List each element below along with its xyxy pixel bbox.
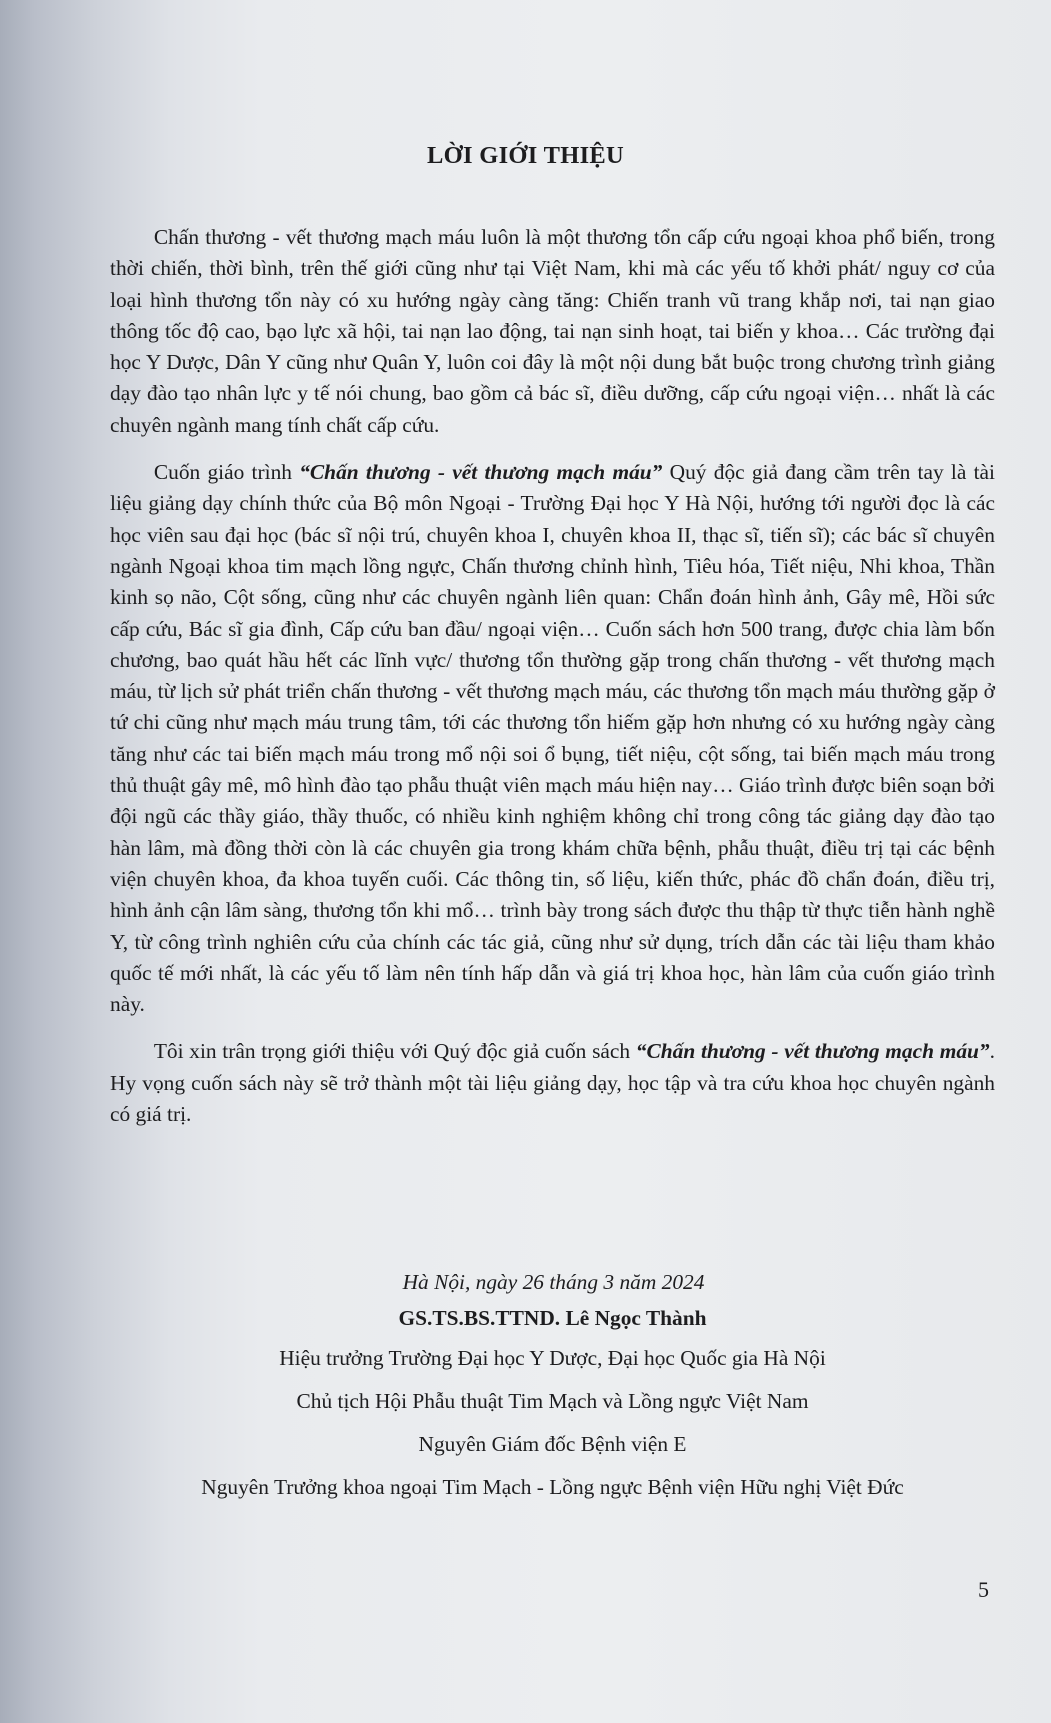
book-title-emphasis: “Chấn thương - vết thương mạch máu” bbox=[635, 1039, 990, 1064]
paragraph-2-lead: Cuốn giáo trình bbox=[153, 460, 300, 485]
author-role: Hiệu trưởng Trường Đại học Y Dược, Đại học Quốc gia Hà Nội bbox=[279, 1346, 826, 1370]
signature-block bbox=[110, 1266, 995, 1509]
paragraph-1-text: Chấn thương - vết thương mạch máu luôn là một thương tổn cấp cứu ngoại khoa phổ biến, trong thời chiến, thời bình, trên thế giới cũng như tại Việt Nam, khi mà các yếu tố khởi phát/ nguy cơ của loại hình thương tổn này có xu hướng ngày càng tăng: Chiến tranh vũ trang khắp nơi, tai nạn giao thông tốc độ cao, bạo lực xã hội, tai nạn lao động, tai nạn sinh hoạt, tai biến y khoa… Các trường đại học Y Dược, Dân Y cũng như Quân Y, luôn coi đây là một nội dung bắt buộc trong chương trình giảng dạy đào tạo nhân lực y tế nói chung, bao gồm cả bác sĩ, điều dưỡng, cấp cứu ngoại viện… nhất là các chuyên ngành mang tính chất cấp cứu. bbox=[110, 225, 995, 437]
author-role: Chủ tịch Hội Phẫu thuật Tim Mạch và Lồng ngực Việt Nam bbox=[296, 1389, 809, 1413]
book-title-emphasis: “Chấn thương - vết thương mạch máu” bbox=[299, 460, 663, 485]
paragraph-2 bbox=[110, 457, 995, 1020]
page-title: LỜI GIỚI THIỆU bbox=[426, 142, 625, 169]
paragraph-3 bbox=[110, 1036, 995, 1130]
author-role: Nguyên Giám đốc Bệnh viện E bbox=[418, 1432, 687, 1456]
paragraph-2-rest: Quý độc giả đang cầm trên tay là tài liệu giảng dạy chính thức của Bộ môn Ngoại - Trường Đại học Y Hà Nội, hướng tới người đọc là các học viên sau đại học (bác sĩ nội trú, chuyên khoa I, chuyên khoa II, thạc sĩ, tiến sĩ); các bác sĩ chuyên ngành Ngoại khoa tim mạch lồng ngực, Chấn thương chỉnh hình, Tiêu hóa, Tiết niệu, Nhi khoa, Thần kinh sọ não, Cột sống, cũng như các chuyên ngành liên quan: Chẩn đoán hình ảnh, Gây mê, Hồi sức cấp cứu, Bác sĩ gia đình, Cấp cứu ban đầu/ ngoại viện… Cuốn sách hơn 500 trang, được chia làm bốn chương, bao quát hầu hết các lĩnh vực/ thương tổn thường gặp trong chấn thương - vết thương mạch máu, từ lịch sử phát triển chấn thương - vết thương mạch máu, các thương tổn mạch máu thường gặp ở tứ chi cũng như mạch máu trung tâm, tới các thương tổn hiếm gặp hơn nhưng có xu hướng ngày càng tăng như các tai biến mạch máu trong mổ nội soi ổ bụng, tiết niệu, cột sống, tai biến mạch máu trong thủ thuật gây mê, mô hình đào tạo phẫu thuật viên mạch máu hiện nay… Giáo trình được biên soạn bởi đội ngũ các thầy giáo, thầy thuốc, có nhiều kinh nghiệm không chỉ trong công tác giảng dạy đào tạo hàn lâm, mà đồng thời còn là các chuyên gia trong khám chữa bệnh, phẫu thuật, điều trị tại các bệnh viện chuyên khoa, đa khoa tuyến cuối. Các thông tin, số liệu, kiến thức, phác đồ chẩn đoán, điều trị, hình ảnh cận lâm sàng, thương tổn khi mổ… trình bày trong sách được thu thập từ thực tiễn hành nghề Y, từ công trình nghiên cứu của chính các tác giả, cũng như sử dụng, trích dẫn các tài liệu tham khảo quốc tế mới nhất, là các yếu tố làm nên tính hấp dẫn và giá trị khoa học, hàn lâm của cuốn giáo trình này. bbox=[110, 460, 995, 1017]
paragraph-3-lead: Tôi xin trân trọng giới thiệu với Quý độc giả cuốn sách bbox=[153, 1039, 636, 1064]
author-role: Nguyên Trưởng khoa ngoại Tim Mạch - Lồng ngực Bệnh viện Hữu nghị Việt Đức bbox=[201, 1475, 904, 1499]
page-number: 5 bbox=[978, 1577, 989, 1602]
signature-date: Hà Nội, ngày 26 tháng 3 năm 2024 bbox=[402, 1270, 705, 1294]
paragraph-3-rest: . Hy vọng cuốn sách này sẽ trở thành một tài liệu giảng dạy, học tập và tra cứu khoa học chuyên ngành có giá trị. bbox=[110, 1039, 995, 1127]
signature-author: GS.TS.BS.TTND. Lê Ngọc Thành bbox=[398, 1306, 707, 1330]
body-text bbox=[110, 222, 995, 1146]
paragraph-1 bbox=[110, 222, 995, 441]
